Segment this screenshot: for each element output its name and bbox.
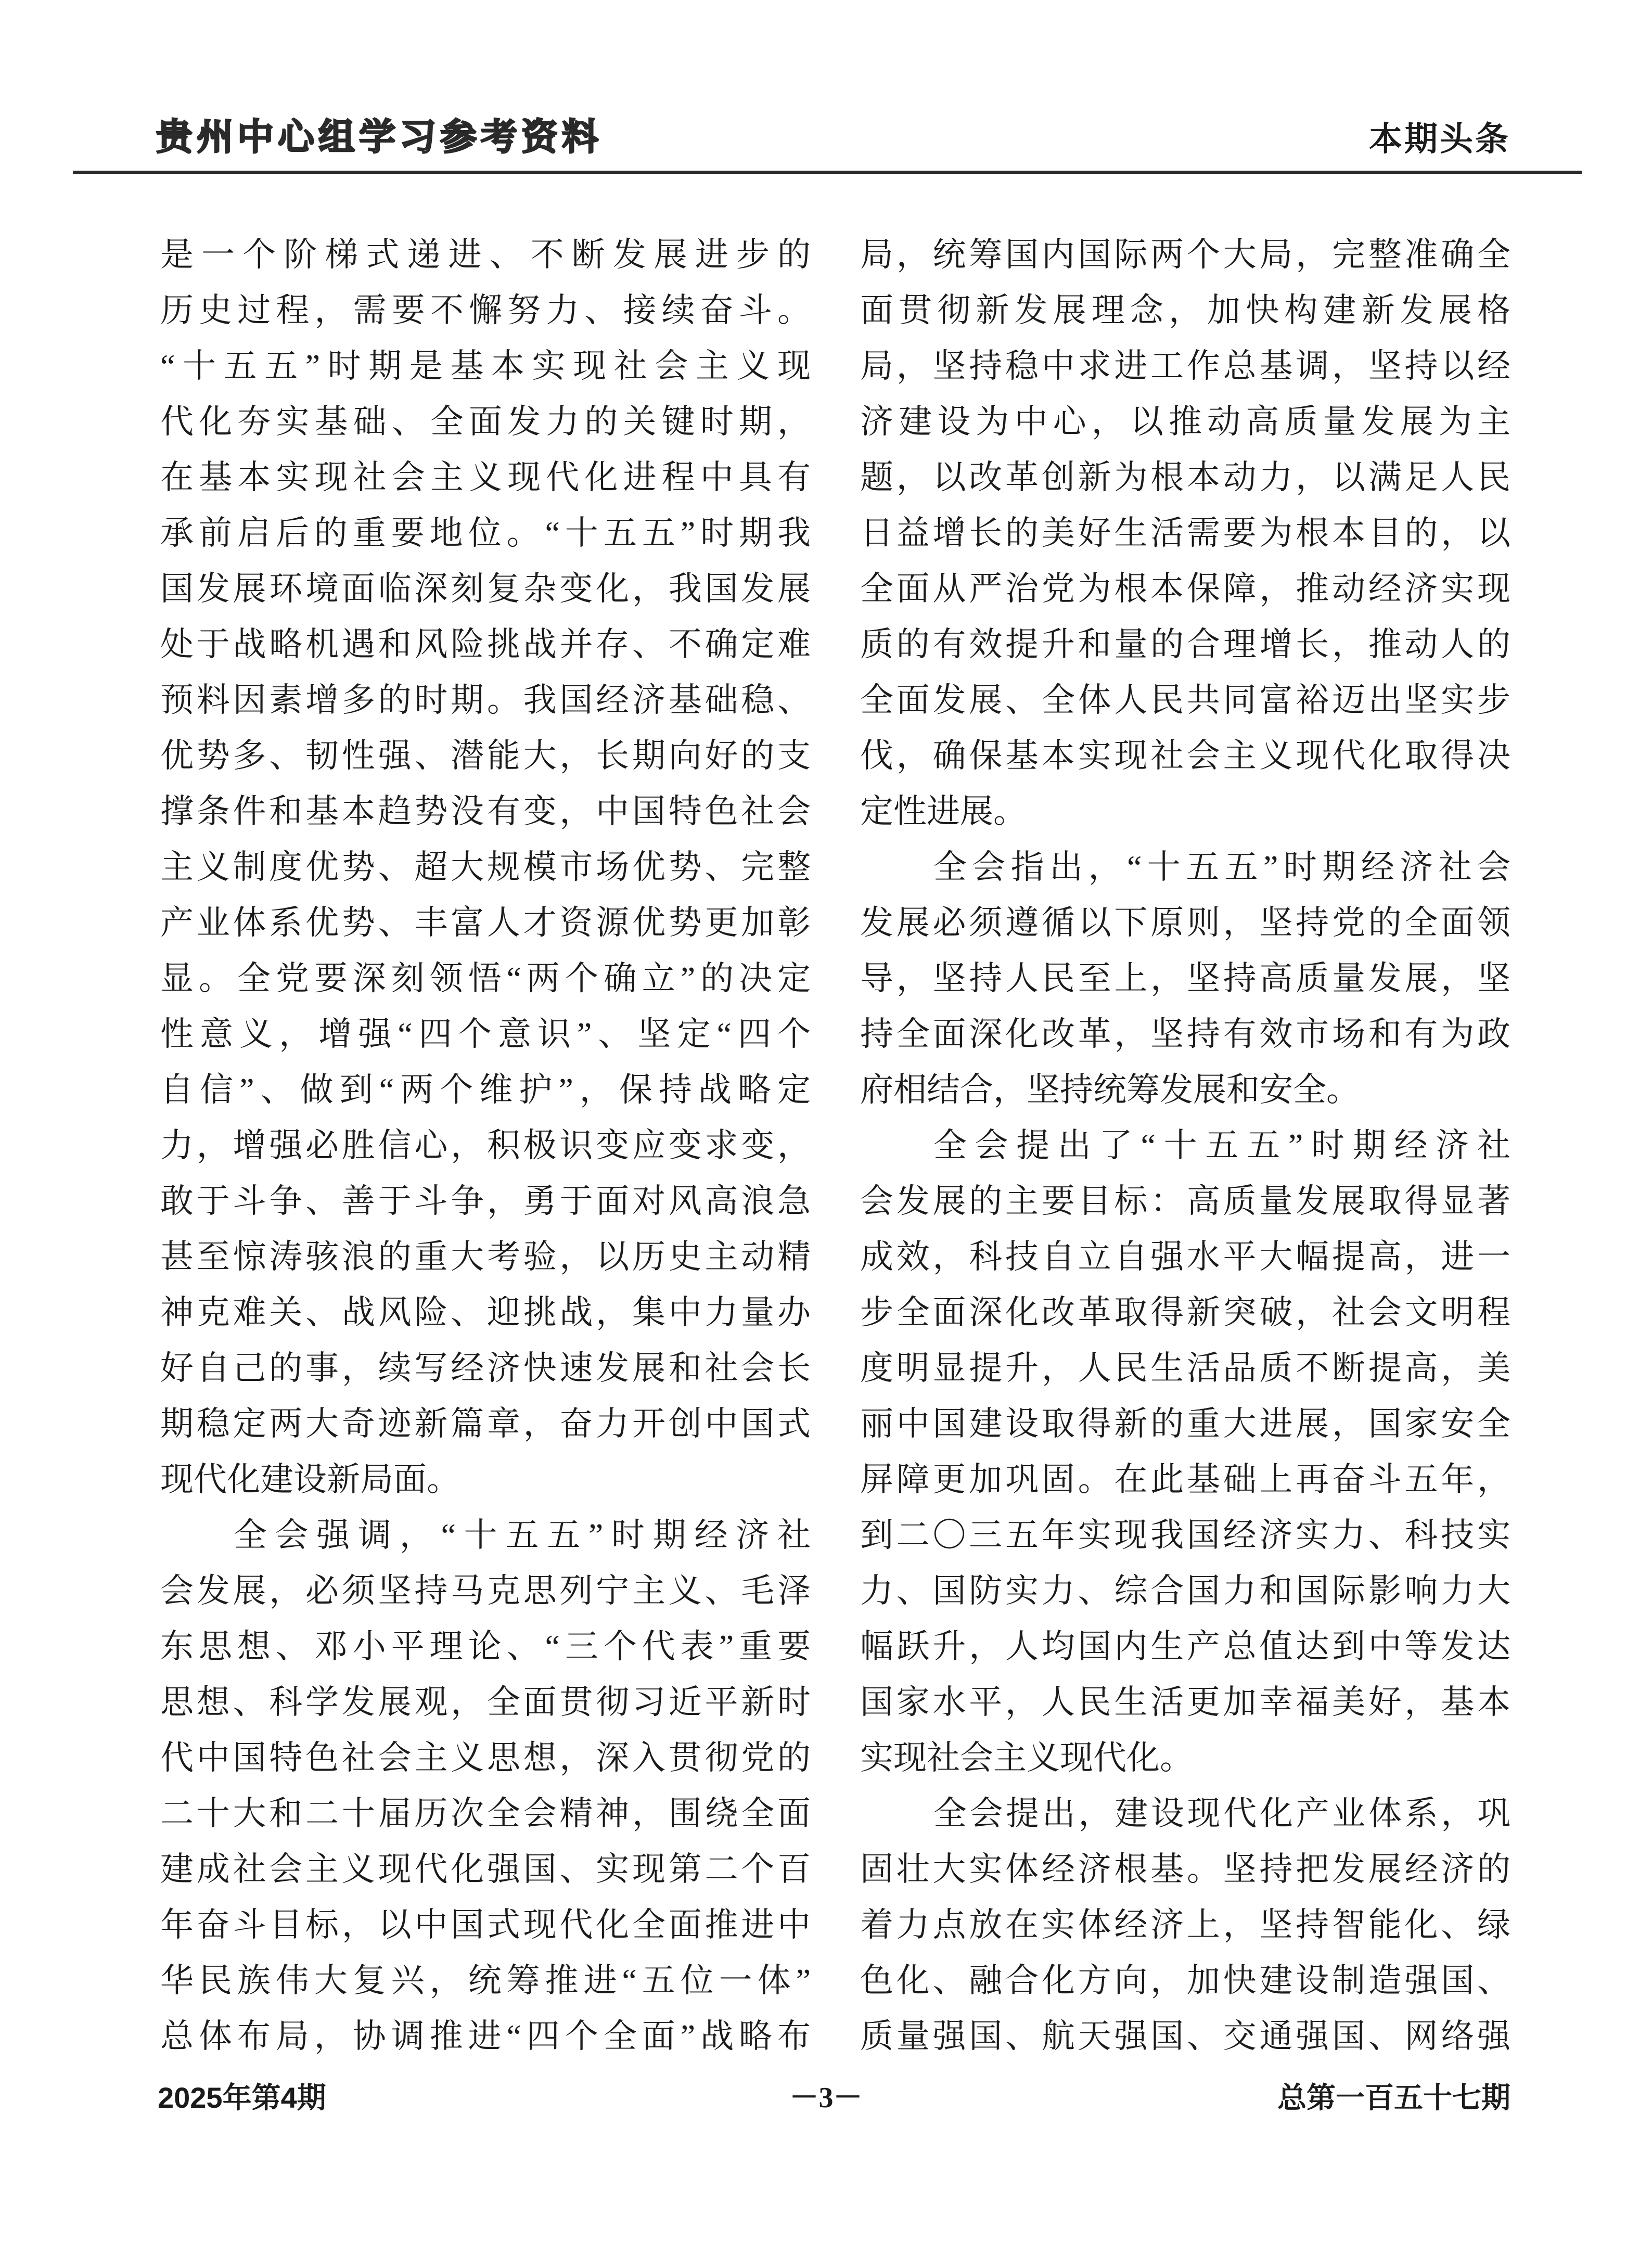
- text-line: 固壮大实体经济根基。坚持把发展经济的: [860, 1851, 1510, 1888]
- text-line: 主义制度优势、超大规模市场优势、完整: [160, 849, 811, 886]
- text-line: 丽中国建设取得新的重大进展，国家安全: [860, 1405, 1510, 1442]
- text-line: 会发展的主要目标：高质量发展取得显著: [860, 1183, 1510, 1220]
- left-column: [160, 227, 811, 2064]
- text-line: 持全面深化改革，坚持有效市场和有为政: [860, 1016, 1510, 1053]
- text-line: 现代化建设新局面。: [160, 1461, 460, 1498]
- text-line: 全会提出，建设现代化产业体系，巩: [933, 1795, 1510, 1832]
- footer-issue-label: 2025年第4期: [158, 2081, 326, 2114]
- text-line: 好自己的事，续写经济快速发展和社会长: [160, 1350, 811, 1387]
- text-line: 幅跃升，人均国内生产总值达到中等发达: [860, 1628, 1510, 1665]
- text-line: 定性进展。: [860, 793, 1027, 830]
- text-line: 到二〇三五年实现我国经济实力、科技实: [860, 1517, 1510, 1554]
- text-line: 神克难关、战风险、迎挑战，集中力量办: [160, 1294, 811, 1331]
- text-line: 发展必须遵循以下原则，坚持党的全面领: [860, 904, 1510, 941]
- text-line: 会发展，必须坚持马克思列宁主义、毛泽: [160, 1572, 811, 1609]
- text-line: 显。全党要深刻领悟“两个确立”的决定: [160, 960, 811, 997]
- text-line: 优势多、韧性强、潜能大，长期向好的支: [160, 737, 811, 774]
- footer-page-number: －3－: [789, 2082, 863, 2114]
- section-label: 本期头条: [1369, 121, 1510, 158]
- publication-logo: 贵州中心组学习参考资料: [156, 116, 603, 158]
- text-line: 成效，科技自立自强水平大幅提高，进一: [860, 1238, 1510, 1275]
- text-line: 预料因素增多的时期。我国经济基础稳、: [160, 682, 811, 719]
- text-line: 华民族伟大复兴，统筹推进“五位一体”: [160, 1962, 811, 1999]
- right-column: [860, 227, 1510, 2064]
- text-line: 力，增强必胜信心，积极识变应变求变，: [160, 1127, 811, 1164]
- text-line: 导，坚持人民至上，坚持高质量发展，坚: [860, 960, 1510, 997]
- text-line: 性意义，增强“四个意识”、坚定“四个: [160, 1016, 811, 1053]
- text-line: 伐，确保基本实现社会主义现代化取得决: [860, 737, 1510, 774]
- text-line: 步全面深化改革取得新突破，社会文明程: [860, 1294, 1510, 1331]
- text-line: 度明显提升，人民生活品质不断提高，美: [860, 1350, 1510, 1387]
- text-line: 总体布局，协调推进“四个全面”战略布: [160, 2018, 811, 2055]
- text-line: 着力点放在实体经济上，坚持智能化、绿: [860, 1906, 1510, 1943]
- page-header: [0, 0, 1652, 174]
- text-line: 是一个阶梯式递进、不断发展进步的: [160, 236, 811, 273]
- text-line: 全会指出，“十五五”时期经济社会: [933, 849, 1510, 886]
- text-line: 二十大和二十届历次全会精神，围绕全面: [160, 1795, 811, 1832]
- text-line: 产业体系优势、丰富人才资源优势更加彰: [160, 904, 811, 941]
- text-line: 局，坚持稳中求进工作总基调，坚持以经: [860, 348, 1510, 385]
- text-line: 色化、融合化方向，加快建设制造强国、: [860, 1962, 1510, 1999]
- text-line: 甚至惊涛骇浪的重大考验，以历史主动精: [160, 1238, 811, 1275]
- article-body: [160, 227, 1510, 2064]
- text-line: 局，统筹国内国际两个大局，完整准确全: [860, 236, 1510, 273]
- text-line: 国家水平，人民生活更加幸福美好，基本: [860, 1684, 1510, 1721]
- text-line: 济建设为中心，以推动高质量发展为主: [860, 403, 1510, 440]
- text-line: 代化夯实基础、全面发力的关键时期，: [160, 403, 811, 440]
- text-line: 撑条件和基本趋势没有变，中国特色社会: [160, 793, 811, 830]
- text-line: 处于战略机遇和风险挑战并存、不确定难: [160, 626, 811, 663]
- text-line: 题，以改革创新为根本动力，以满足人民: [860, 459, 1510, 496]
- text-line: 全面发展、全体人民共同富裕迈出坚实步: [860, 682, 1510, 719]
- text-line: 承前启后的重要地位。“十五五”时期我: [160, 515, 811, 552]
- text-line: 敢于斗争、善于斗争，勇于面对风高浪急: [160, 1183, 811, 1220]
- text-line: 在基本实现社会主义现代化进程中具有: [160, 459, 811, 496]
- text-line: 力、国防实力、综合国力和国际影响力大: [860, 1572, 1510, 1609]
- text-line: 建成社会主义现代化强国、实现第二个百: [160, 1851, 811, 1888]
- text-line: 历史过程，需要不懈努力、接续奋斗。: [160, 292, 811, 329]
- text-line: 国发展环境面临深刻复杂变化，我国发展: [160, 570, 811, 607]
- text-line: “十五五”时期是基本实现社会主义现: [160, 348, 811, 385]
- text-line: 自信”、做到“两个维护”，保持战略定: [160, 1071, 811, 1108]
- text-line: 府相结合，坚持统筹发展和安全。: [860, 1071, 1360, 1108]
- text-line: 全面从严治党为根本保障，推动经济实现: [860, 570, 1510, 607]
- text-line: 东思想、邓小平理论、“三个代表”重要: [160, 1628, 811, 1665]
- text-line: 全会提出了“十五五”时期经济社: [933, 1127, 1510, 1164]
- text-line: 年奋斗目标，以中国式现代化全面推进中: [160, 1906, 811, 1943]
- text-line: 质的有效提升和量的合理增长，推动人的: [860, 626, 1510, 663]
- header-divider: [73, 171, 1582, 174]
- text-line: 代中国特色社会主义思想，深入贯彻党的: [160, 1739, 811, 1776]
- text-line: 质量强国、航天强国、交通强国、网络强: [860, 2018, 1510, 2055]
- text-line: 期稳定两大奇迹新篇章，奋力开创中国式: [160, 1405, 811, 1442]
- text-line: 思想、科学发展观，全面贯彻习近平新时: [160, 1684, 811, 1721]
- footer-overall-issue-label: 总第一百五十七期: [1277, 2081, 1510, 2114]
- page-footer: [0, 2077, 1652, 2119]
- text-line: 日益增长的美好生活需要为根本目的，以: [860, 515, 1510, 552]
- text-line: 屏障更加巩固。在此基础上再奋斗五年，: [860, 1461, 1510, 1498]
- text-line: 面贯彻新发展理念，加快构建新发展格: [860, 292, 1510, 329]
- text-line: 全会强调，“十五五”时期经济社: [233, 1517, 811, 1554]
- text-line: 实现社会主义现代化。: [860, 1739, 1193, 1776]
